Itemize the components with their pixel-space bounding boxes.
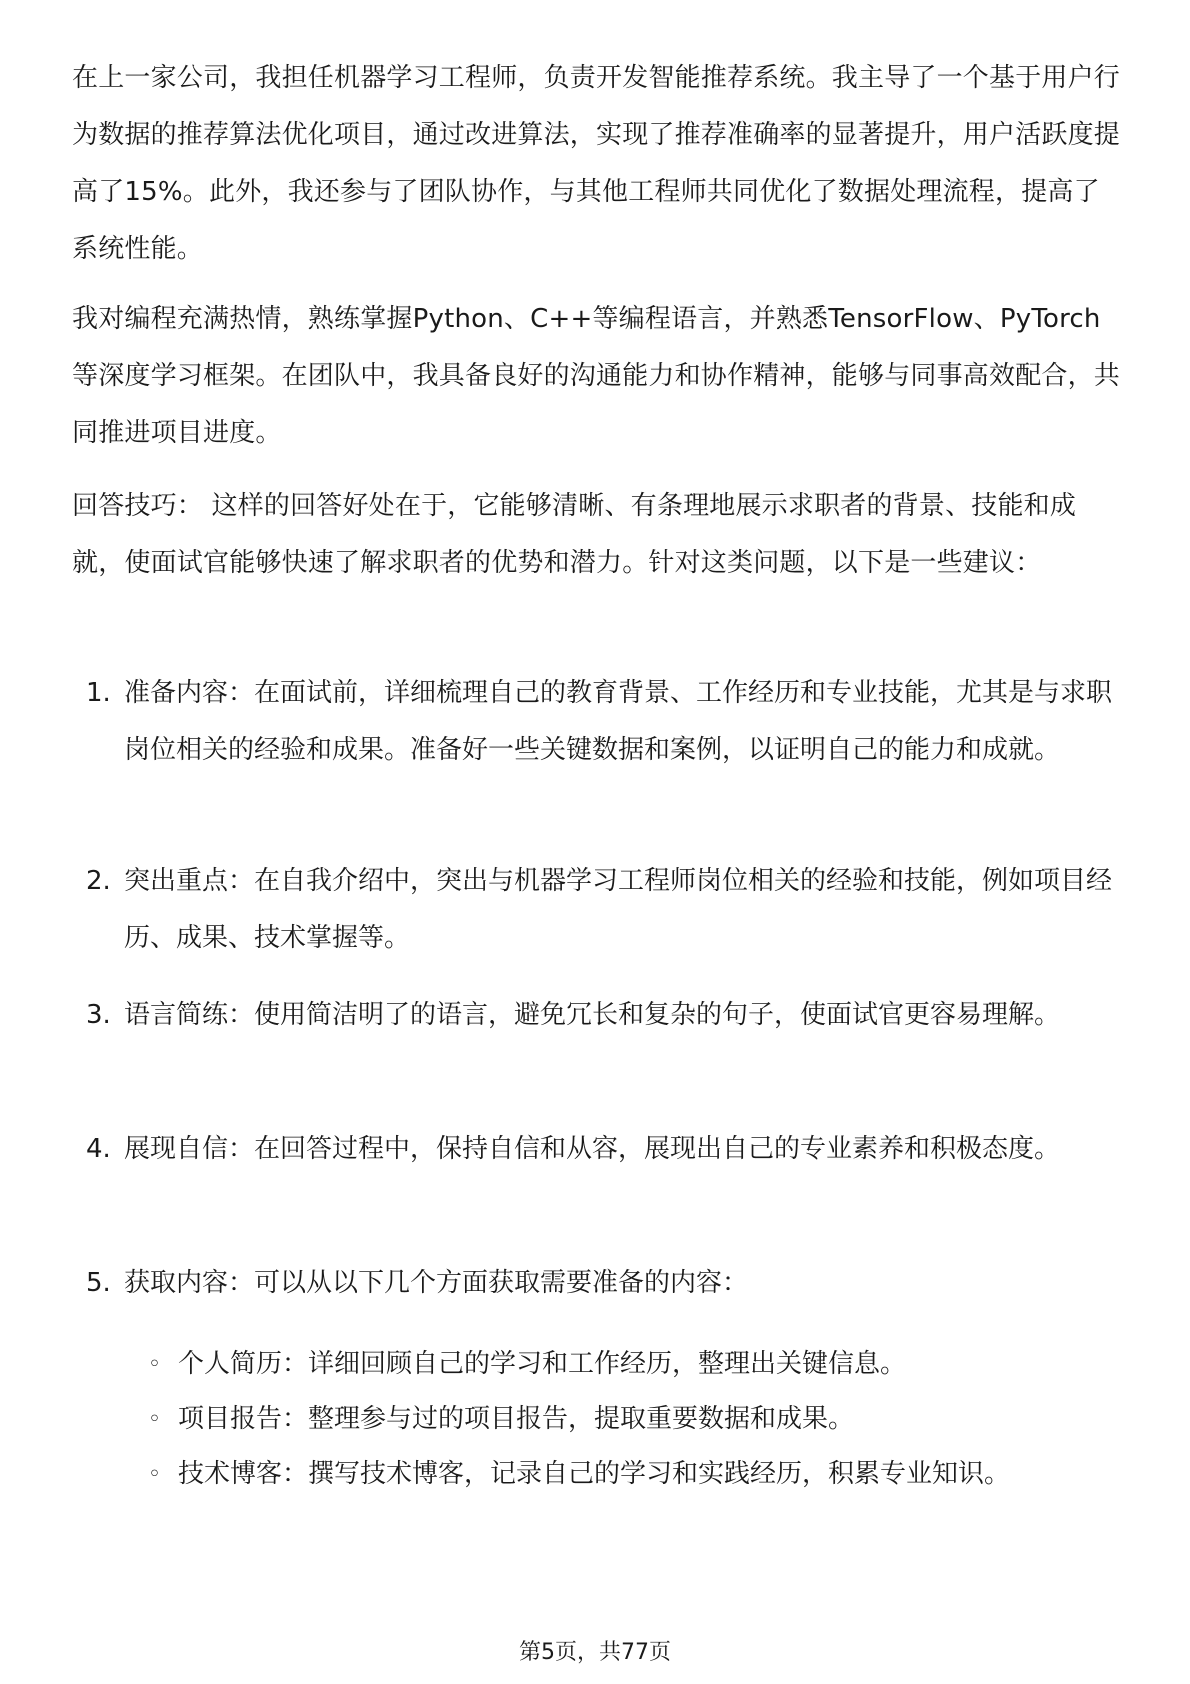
tip-number: 3.	[86, 1000, 111, 1030]
tip-text: 准备内容：在面试前，详细梳理自己的教育背景、工作经历和专业技能，尤其是与求职岗位相关的经验和成果。准备好一些关键数据和案例，以证明自己的能力和成就。	[124, 678, 1113, 765]
tip-text: 突出重点：在自我介绍中，突出与机器学习工程师岗位相关的经验和技能，例如项目经历、成果、技术掌握等。	[124, 866, 1113, 953]
tip-text: 获取内容：可以从以下几个方面获取需要准备的内容：	[124, 1268, 749, 1298]
source-text: 项目报告：整理参与过的项目报告，提取重要数据和成果。	[178, 1404, 855, 1434]
bullet-icon: ◦	[148, 1407, 161, 1432]
tip-text: 展现自信：在回答过程中，保持自信和从容，展现出自己的专业素养和积极态度。	[124, 1134, 1061, 1164]
source-text: 技术博客：撰写技术博客，记录自己的学习和实践经历，积累专业知识。	[178, 1459, 1011, 1489]
tip-number: 4.	[86, 1134, 111, 1164]
page-number: 第5页，共77页	[519, 1640, 671, 1665]
paragraph-skills: 我对编程充满热情，熟练掌握Python、C++等编程语言，并熟悉TensorFlow、PyTorch等深度学习框架。在团队中，我具备良好的沟通能力和协作精神，能够与同事高效配合，共同推进项目进度。	[72, 304, 1121, 448]
tip-text: 语言简练：使用简洁明了的语言，避免冗长和复杂的句子，使面试官更容易理解。	[124, 1000, 1061, 1030]
paragraph-answer-tips: 回答技巧： 这样的回答好处在于，它能够清晰、有条理地展示求职者的背景、技能和成就，使面试官能够快速了解求职者的优势和潜力。针对这类问题，以下是一些建议：	[72, 491, 1077, 578]
bullet-icon: ◦	[148, 1462, 161, 1487]
tip-number: 5.	[86, 1268, 111, 1298]
tip-number: 2.	[86, 866, 111, 896]
bullet-icon: ◦	[148, 1352, 161, 1377]
source-text: 个人简历：详细回顾自己的学习和工作经历，整理出关键信息。	[178, 1349, 907, 1379]
paragraph-work-experience: 在上一家公司，我担任机器学习工程师，负责开发智能推荐系统。我主导了一个基于用户行为数据的推荐算法优化项目，通过改进算法，实现了推荐准确率的显著提升，用户活跃度提高了15%。此外，我还参与了团队协作，与其他工程师共同优化了数据处理流程，提高了系统性能。	[72, 63, 1121, 264]
tip-number: 1.	[86, 678, 111, 708]
